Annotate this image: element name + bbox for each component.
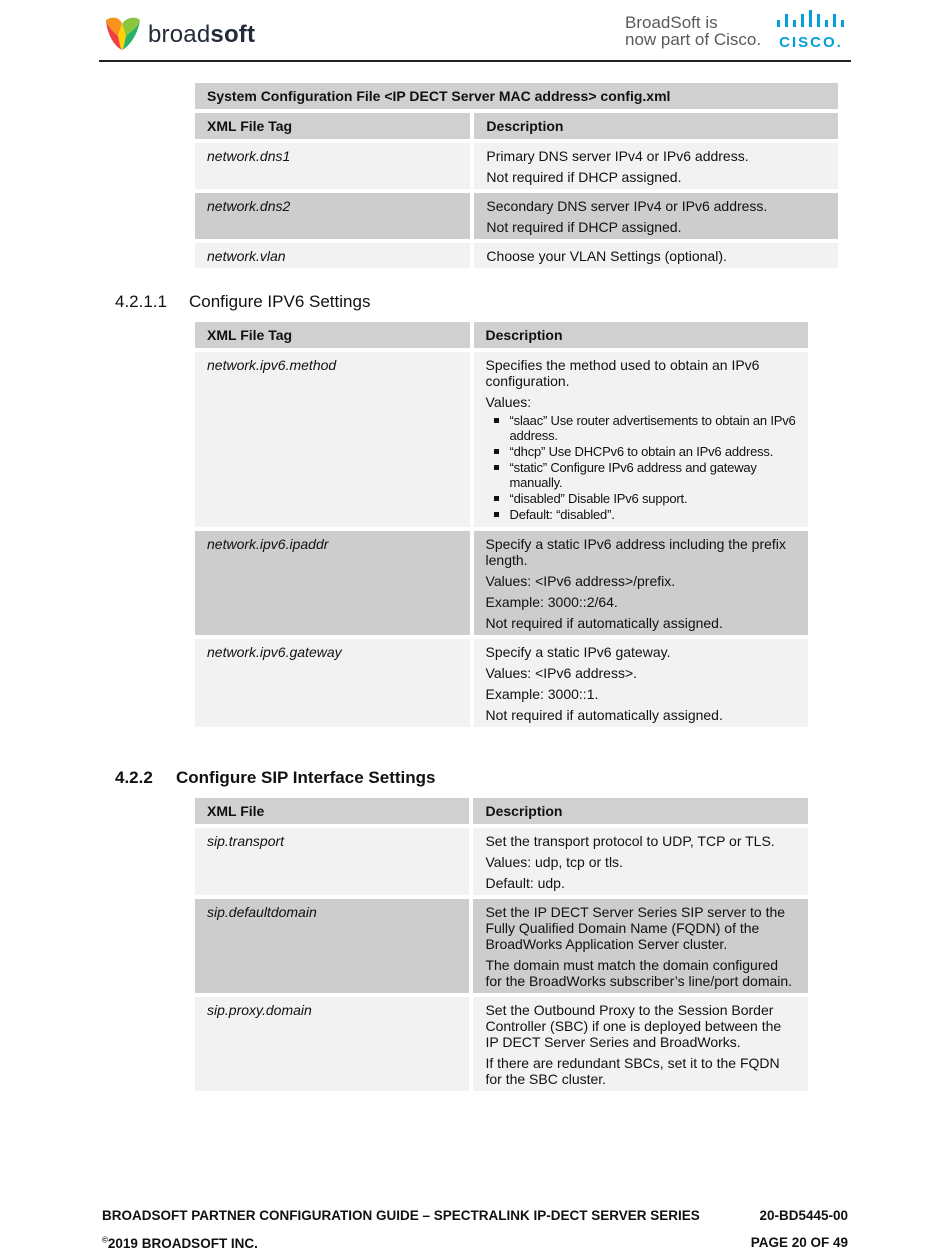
table-row bbox=[195, 531, 808, 635]
column-header-description: Description bbox=[474, 113, 838, 139]
description bbox=[474, 639, 808, 727]
table-row bbox=[195, 828, 808, 895]
header-divider bbox=[99, 60, 851, 62]
description bbox=[473, 899, 808, 993]
list-item: “slaac” Use router advertisements to obtain an IPv6 address. bbox=[510, 413, 798, 443]
cisco-note-line1: BroadSoft is bbox=[625, 13, 718, 32]
description bbox=[474, 352, 808, 527]
list-item: “dhcp” Use DHCPv6 to obtain an IPv6 address. bbox=[510, 444, 798, 459]
column-header-description: Description bbox=[473, 798, 808, 824]
description-line: Example: 3000::1. bbox=[485, 686, 599, 702]
values-list bbox=[486, 413, 798, 522]
xml-tag: sip.defaultdomain bbox=[195, 899, 469, 993]
description bbox=[474, 243, 838, 268]
table-row bbox=[195, 243, 838, 268]
config-file-table bbox=[191, 79, 842, 272]
copyright-symbol: © bbox=[102, 1235, 108, 1244]
table-row bbox=[195, 352, 808, 527]
description-line: Set the Outbound Proxy to the Session Border Controller (SBC) if one is deployed between the IP DECT Server Series and BroadWorks. bbox=[485, 1002, 782, 1050]
description-line: Primary DNS server IPv4 or IPv6 address. bbox=[486, 148, 749, 164]
list-item: Default: “disabled”. bbox=[510, 507, 798, 522]
section-heading-4-2-1-1 bbox=[115, 292, 370, 312]
logo-wordmark: broadsoft bbox=[148, 21, 256, 48]
description bbox=[473, 997, 808, 1091]
column-header-tag: XML File Tag bbox=[195, 113, 470, 139]
description bbox=[473, 828, 808, 895]
section-title: Configure SIP Interface Settings bbox=[176, 768, 436, 787]
table-caption-row bbox=[195, 83, 838, 109]
xml-tag: sip.transport bbox=[195, 828, 469, 895]
description bbox=[474, 143, 838, 189]
xml-tag: network.ipv6.ipaddr bbox=[195, 531, 470, 635]
description-line: Values: <IPv6 address>/prefix. bbox=[485, 573, 676, 589]
xml-tag: sip.proxy.domain bbox=[195, 997, 469, 1091]
table-row bbox=[195, 899, 808, 993]
description-line: Not required if automatically assigned. bbox=[485, 615, 723, 631]
xml-tag: network.dns2 bbox=[195, 193, 470, 239]
description-line: Values: bbox=[485, 394, 532, 410]
description-line: The domain must match the domain configured for the BroadWorks subscriber’s line/port domain. bbox=[485, 957, 793, 989]
table-row bbox=[195, 639, 808, 727]
description-line: Not required if automatically assigned. bbox=[485, 707, 723, 723]
table-row bbox=[195, 193, 838, 239]
column-header-description: Description bbox=[474, 322, 808, 348]
list-item: “static” Configure IPv6 address and gateway manually. bbox=[510, 460, 798, 490]
page-footer-line1 bbox=[102, 1208, 848, 1223]
description-line: Secondary DNS server IPv4 or IPv6 address. bbox=[486, 198, 768, 214]
description-line: Set the transport protocol to UDP, TCP or TLS. bbox=[485, 833, 775, 849]
description-line: Not required if DHCP assigned. bbox=[486, 169, 682, 185]
copyright bbox=[102, 1236, 258, 1251]
table-header-row bbox=[195, 322, 808, 348]
copyright-text: 2019 BROADSOFT INC. bbox=[107, 1235, 258, 1251]
xml-tag: network.dns1 bbox=[195, 143, 470, 189]
ipv6-settings-table bbox=[191, 318, 812, 731]
description-line: If there are redundant SBCs, set it to the FQDN for the SBC cluster. bbox=[485, 1055, 780, 1087]
description-line: Example: 3000::2/64. bbox=[485, 594, 618, 610]
sip-interface-table bbox=[191, 794, 812, 1095]
section-title: Configure IPV6 Settings bbox=[189, 292, 371, 311]
description-line: Choose your VLAN Settings (optional). bbox=[486, 248, 727, 264]
guide-title: BROADSOFT PARTNER CONFIGURATION GUIDE – SPECTRALINK IP-DECT SERVER SERIES bbox=[102, 1208, 700, 1223]
table-row bbox=[195, 997, 808, 1091]
list-item: “disabled” Disable IPv6 support. bbox=[510, 491, 798, 506]
description-line: Values: udp, tcp or tls. bbox=[485, 854, 623, 870]
table-header-row bbox=[195, 113, 838, 139]
section-number: 4.2.2 bbox=[115, 768, 153, 787]
cisco-note-line2: now part of Cisco. bbox=[625, 30, 762, 49]
description-line: Specify a static IPv6 address including the prefix length. bbox=[485, 536, 786, 568]
description-line: Default: udp. bbox=[485, 875, 565, 891]
document-number: 20-BD5445-00 bbox=[759, 1208, 848, 1223]
column-header-tag: XML File Tag bbox=[195, 322, 470, 348]
broadsoft-logo-icon bbox=[102, 14, 142, 54]
description-line: Specifies the method used to obtain an IPv6 configuration. bbox=[485, 357, 760, 389]
table-row bbox=[195, 143, 838, 189]
svg-text:CISCO.: CISCO. bbox=[779, 34, 843, 50]
xml-tag: network.ipv6.gateway bbox=[195, 639, 470, 727]
description-line: Set the IP DECT Server Series SIP server to the Fully Qualified Domain Name (FQDN) of the BroadWorks Application Server cluster. bbox=[485, 904, 786, 952]
description bbox=[474, 531, 808, 635]
section-number: 4.2.1.1 bbox=[115, 292, 167, 311]
page-footer-line2 bbox=[102, 1235, 848, 1251]
table-header-row bbox=[195, 798, 808, 824]
description bbox=[474, 193, 838, 239]
section-heading-4-2-2 bbox=[115, 768, 435, 788]
page-header bbox=[100, 10, 850, 62]
broadsoft-logo bbox=[102, 14, 302, 54]
cisco-acquisition-note bbox=[625, 14, 761, 48]
xml-tag: network.ipv6.method bbox=[195, 352, 470, 527]
description-line: Specify a static IPv6 gateway. bbox=[485, 644, 671, 660]
description-line: Values: <IPv6 address>. bbox=[485, 665, 638, 681]
xml-tag: network.vlan bbox=[195, 243, 470, 268]
description-line: Not required if DHCP assigned. bbox=[486, 219, 682, 235]
column-header-tag: XML File bbox=[195, 798, 469, 824]
table-caption: System Configuration File <IP DECT Server MAC address> config.xml bbox=[195, 83, 838, 109]
page-number: PAGE 20 OF 49 bbox=[750, 1235, 848, 1250]
cisco-logo-icon bbox=[775, 10, 847, 50]
